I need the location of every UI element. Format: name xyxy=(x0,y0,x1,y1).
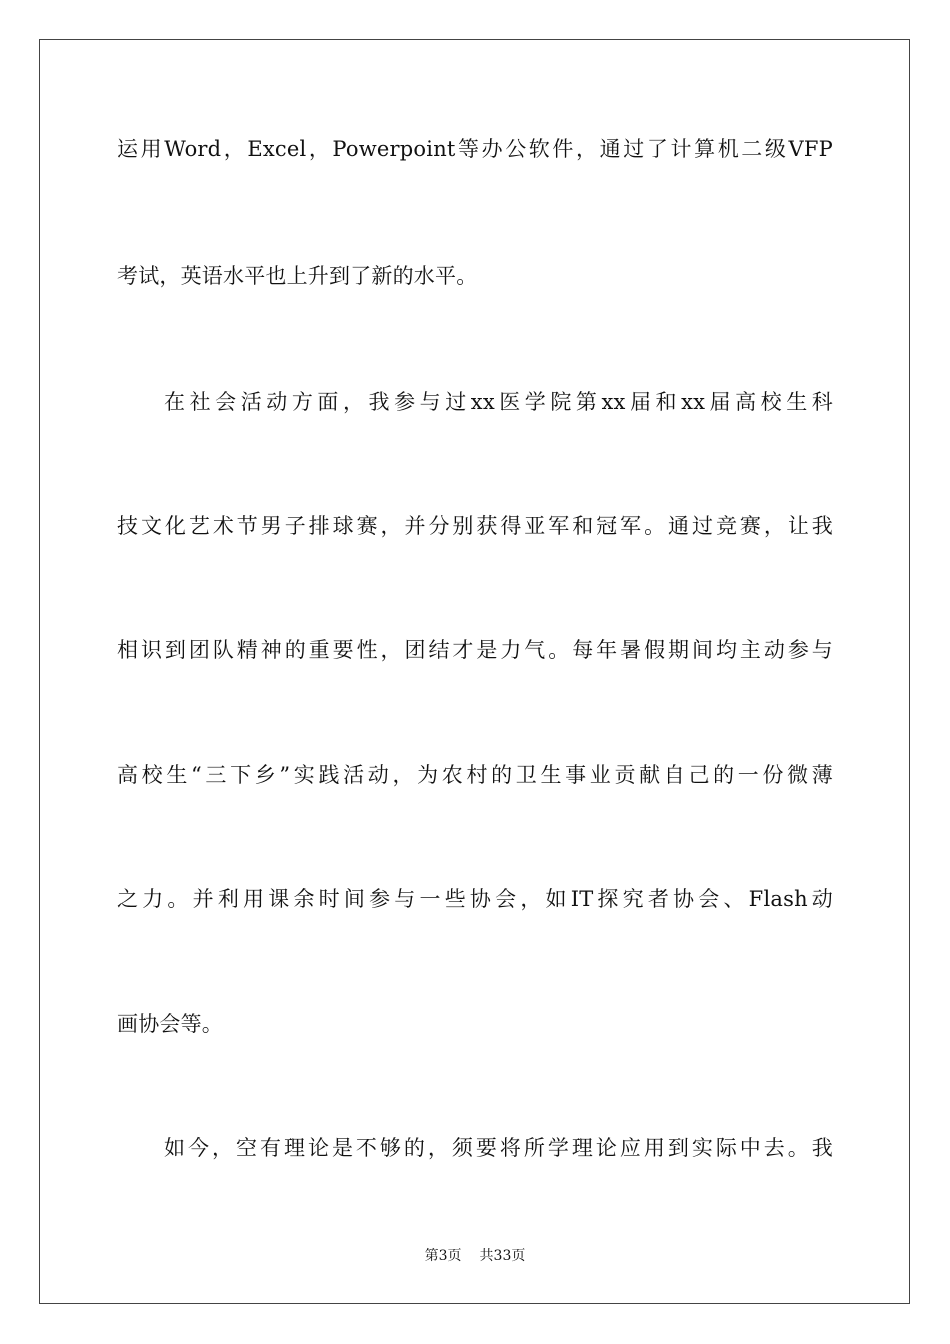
body-line-6: 高校生“三下乡”实践活动，为农村的卫生事业贡献自己的一份微薄 xyxy=(117,763,833,787)
page-footer xyxy=(0,1247,950,1265)
page-frame xyxy=(39,39,910,1304)
body-line-3: 在社会活动方面，我参与过xx医学院第xx届和xx届高校生科 xyxy=(164,390,833,414)
page-number: 第3页 xyxy=(424,1248,462,1264)
body-line-5: 相识到团队精神的重要性，团结才是力气。每年暑假期间均主动参与 xyxy=(117,638,833,662)
body-line-2: 考试，英语水平也上升到了新的水平。 xyxy=(117,264,478,288)
body-line-8: 画协会等。 xyxy=(117,1012,223,1036)
page-total: 共33页 xyxy=(479,1248,526,1264)
body-line-1: 运用Word，Excel，Powerpoint等办公软件，通过了计算机二级VFP xyxy=(117,137,833,161)
body-line-7: 之力。并利用课余时间参与一些协会，如IT探究者协会、Flash动 xyxy=(117,887,833,911)
body-line-4: 技文化艺术节男子排球赛，并分别获得亚军和冠军。通过竞赛，让我 xyxy=(117,514,833,538)
body-line-9: 如今，空有理论是不够的，须要将所学理论应用到实际中去。我 xyxy=(164,1136,833,1160)
